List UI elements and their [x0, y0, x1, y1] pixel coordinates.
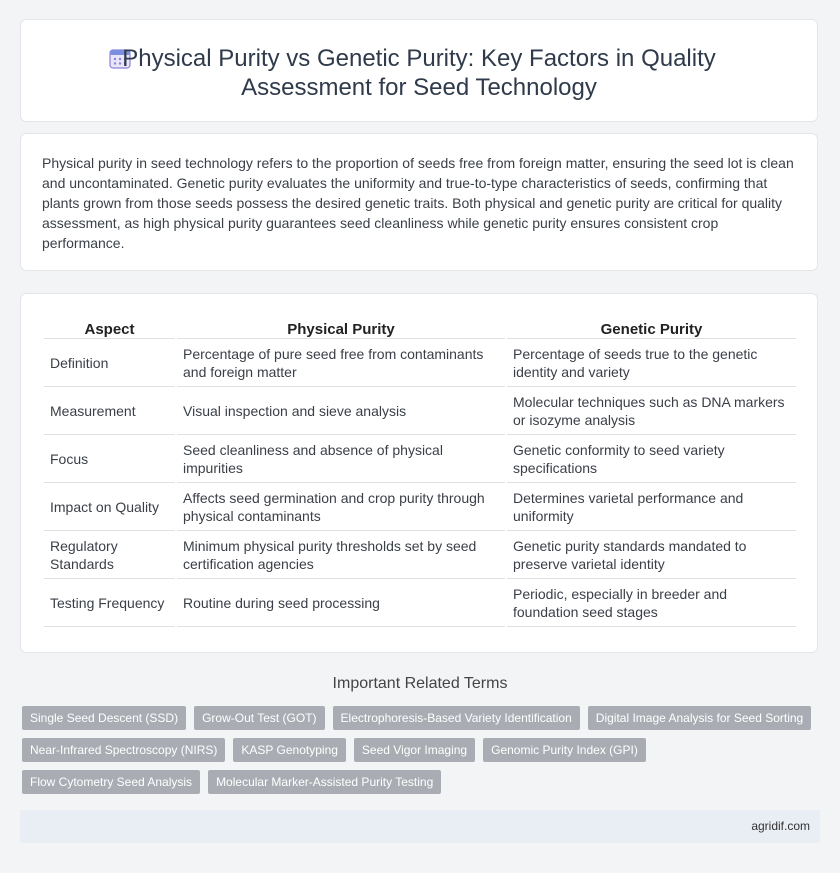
- related-term-tag[interactable]: Electrophoresis-Based Variety Identification: [333, 706, 580, 730]
- table-row: [44, 435, 796, 483]
- row-physical: Visual inspection and sieve analysis: [177, 387, 505, 435]
- related-term-tag[interactable]: Grow-Out Test (GOT): [194, 706, 324, 730]
- row-physical: Seed cleanliness and absence of physical impurities: [177, 435, 505, 483]
- header-aspect: Aspect: [44, 314, 175, 339]
- related-term-tag[interactable]: Seed Vigor Imaging: [354, 738, 475, 762]
- row-genetic: Determines varietal performance and uniformity: [507, 483, 796, 531]
- header-genetic-purity: Genetic Purity: [507, 314, 796, 339]
- row-genetic: Molecular techniques such as DNA markers or isozyme analysis: [507, 387, 796, 435]
- table-row: [44, 579, 796, 627]
- page-title: Physical Purity vs Genetic Purity: Key Factors in Quality Assessment for Seed Technology: [122, 45, 716, 101]
- related-term-tag[interactable]: Molecular Marker-Assisted Purity Testing: [208, 770, 441, 794]
- row-aspect: Testing Frequency: [44, 579, 175, 627]
- row-aspect: Regulatory Standards: [44, 531, 175, 579]
- related-terms-heading: Important Related Terms: [332, 675, 508, 692]
- related-term-tag[interactable]: Flow Cytometry Seed Analysis: [22, 770, 200, 794]
- row-genetic: Genetic purity standards mandated to preserve varietal identity: [507, 531, 796, 579]
- intro-paragraph: Physical purity in seed technology refers to the proportion of seeds free from foreign matter, ensuring the seed lot is clean and uncontaminated. Genetic purity evaluates the uniformity and true-to-type characteristics of seeds, confirming that plants grown from those seeds possess the desired genetic traits. Both physical and genetic purity are critical for quality assessment, as high physical purity guarantees seed cleanliness while genetic purity ensures consistent crop performance.: [42, 155, 794, 251]
- row-physical: Routine during seed processing: [177, 579, 505, 627]
- row-aspect: Impact on Quality: [44, 483, 175, 531]
- intro-card: [20, 133, 818, 271]
- row-genetic: Genetic conformity to seed variety specifications: [507, 435, 796, 483]
- table-row: [44, 483, 796, 531]
- row-aspect: Definition: [44, 339, 175, 387]
- table-row: [44, 339, 796, 387]
- related-term-tag[interactable]: KASP Genotyping: [233, 738, 346, 762]
- row-physical: Minimum physical purity thresholds set by seed certification agencies: [177, 531, 505, 579]
- comparison-card: [20, 293, 818, 653]
- row-aspect: Measurement: [44, 387, 175, 435]
- row-physical: Percentage of pure seed free from contaminants and foreign matter: [177, 339, 505, 387]
- table-header-row: [44, 314, 796, 339]
- related-term-tag[interactable]: Genomic Purity Index (GPI): [483, 738, 646, 762]
- comparison-table: [42, 314, 798, 627]
- related-term-tag[interactable]: Near-Infrared Spectroscopy (NIRS): [22, 738, 225, 762]
- row-genetic: Periodic, especially in breeder and foundation seed stages: [507, 579, 796, 627]
- related-term-tag[interactable]: Single Seed Descent (SSD): [22, 706, 186, 730]
- related-term-tag[interactable]: Digital Image Analysis for Seed Sorting: [588, 706, 811, 730]
- related-terms-list: [22, 706, 822, 794]
- row-aspect: Focus: [44, 435, 175, 483]
- header-physical-purity: Physical Purity: [177, 314, 505, 339]
- row-physical: Affects seed germination and crop purity through physical contaminants: [177, 483, 505, 531]
- footer: [20, 810, 820, 843]
- table-row: [44, 387, 796, 435]
- row-genetic: Percentage of seeds true to the genetic identity and variety: [507, 339, 796, 387]
- title-card: [20, 19, 818, 122]
- table-row: [44, 531, 796, 579]
- footer-site-link[interactable]: agridif.com: [751, 819, 810, 833]
